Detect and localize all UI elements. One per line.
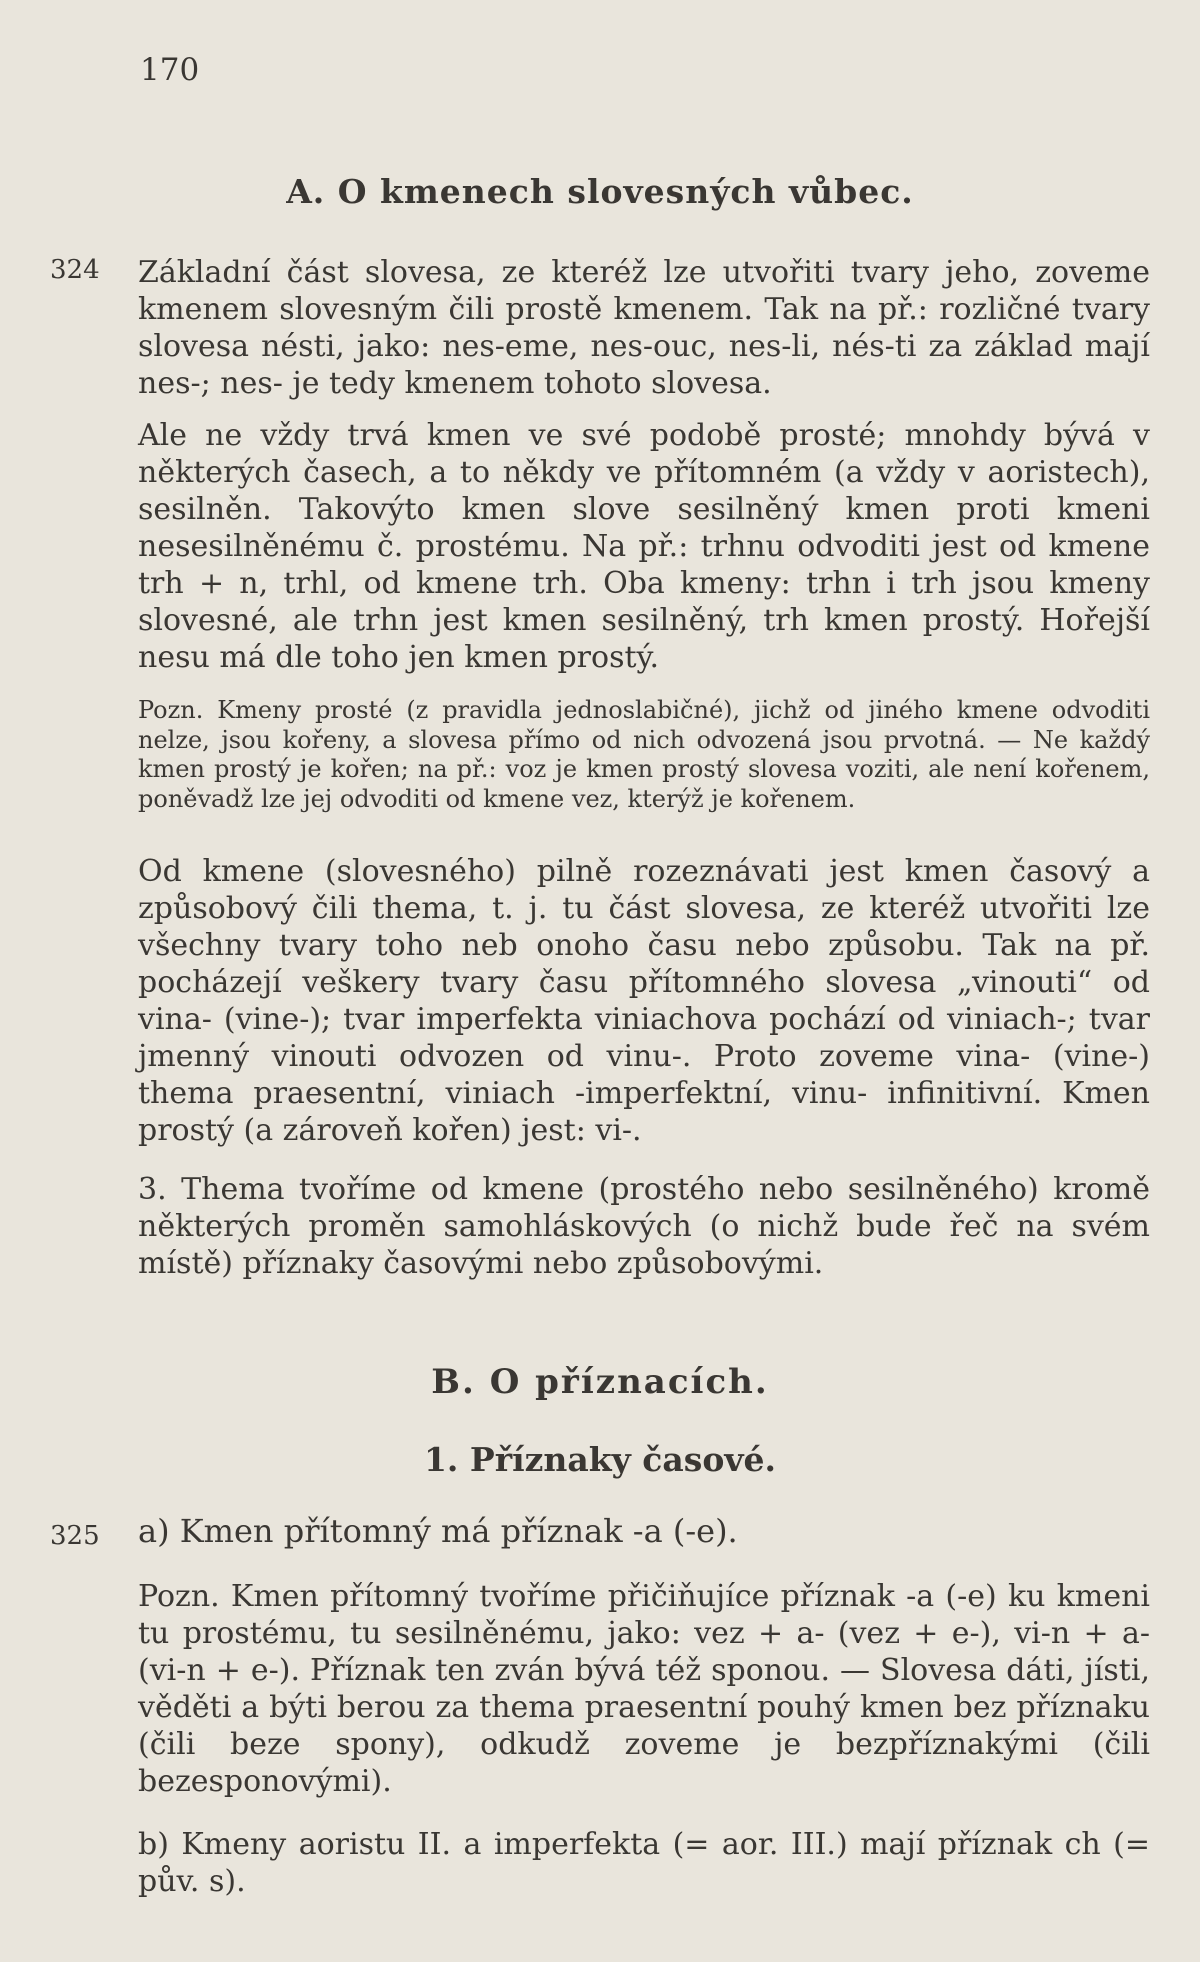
page-number: 170: [140, 52, 200, 88]
section-a-heading: A. O kmenech slovesných vůbec.: [286, 172, 914, 211]
note-2: Pozn. Kmen přítomný tvoříme přičiňujíce příznak -a (-e) ku kmeni tu prostému, tu sesilněnému, jako: vez + a- (vez + e-), vi-n + a- (vi-n + e-). Příznak ten zván bývá též sponou. — Slovesa dáti, jísti, věděti a býti berou za thema praesentní pouhý kmen bez příznaku (čili beze spony), odkudž zoveme je bezpříznakými (čili bezesponovými).: [138, 1579, 1150, 1799]
section-b-heading: B. O příznacích.: [431, 1362, 769, 1402]
margin-number-324: 324: [50, 255, 100, 285]
paragraph-4: 3. Thema tvoříme od kmene (prostého nebo sesilněného) kromě některých proměn samohláskových (o nichž bude řeč na svém místě) příznaky časovými nebo způsobovými.: [138, 1172, 1150, 1281]
margin-number-325: 325: [50, 1521, 100, 1551]
note-1: Pozn. Kmeny prosté (z pravidla jednoslabičné), jichž od jiného kmene odvoditi nelze, jsou kořeny, a slovesa přímo od nich odvozená jsou prvotná. — Ne každý kmen prostý je kořen; na př.: voz je kmen prostý slovesa voziti, ale není kořenem, poněvadž lze jej odvoditi od kmene vez, kterýž je kořenem.: [138, 696, 1150, 813]
paragraph-2: Ale ne vždy trvá kmen ve své podobě prosté; mnohdy bývá v některých časech, a to někdy ve přítomném (a vždy v aoristech), sesilněn. Takovýto kmen slove sesilněný kmen proti kmeni nesesilněnému č. prostému. Na př.: trhnu odvoditi jest od kmene trh + n, trhl, od kmene trh. Oba kmeny: trhn i trh jsou kmeny slovesné, ale trhn jest kmen sesilněný, trh kmen prostý. Hořejší nesu má dle toho jen kmen prostý.: [138, 418, 1150, 675]
item-a: a) Kmen přítomný má příznak -a (-e).: [138, 1512, 738, 1550]
paragraph-3: Od kmene (slovesného) pilně rozeznávati jest kmen časový a způsobový čili thema, t. j. tu část slovesa, ze kteréž utvořiti lze všechny tvary toho neb onoho času nebo způsobu. Tak na př. pocházejí veškery tvary času přítomného slovesa „vinouti“ od vina- (vine-); tvar imperfekta viniachova pochází od viniach-; tvar jmenný vinouti odvozen od vinu-. Proto zoveme vina- (vine-) thema praesentní, viniach -imperfektní, vinu- infinitivní. Kmen prostý (a zároveň kořen) jest: vi-.: [138, 854, 1150, 1148]
item-b: b) Kmeny aoristu II. a imperfekta (= aor. III.) mají příznak ch (= pův. s).: [138, 1827, 1150, 1899]
section-b-subheading: 1. Příznaky časové.: [423, 1440, 777, 1479]
paragraph-1: Základní část slovesa, ze kteréž lze utvořiti tvary jeho, zoveme kmenem slovesným čili prostě kmenem. Tak na př.: rozličné tvary slovesa nésti, jako: nes-eme, nes-ouc, nes-li, nés-ti za základ mají nes-; nes- je tedy kmenem tohoto slovesa.: [138, 255, 1150, 401]
